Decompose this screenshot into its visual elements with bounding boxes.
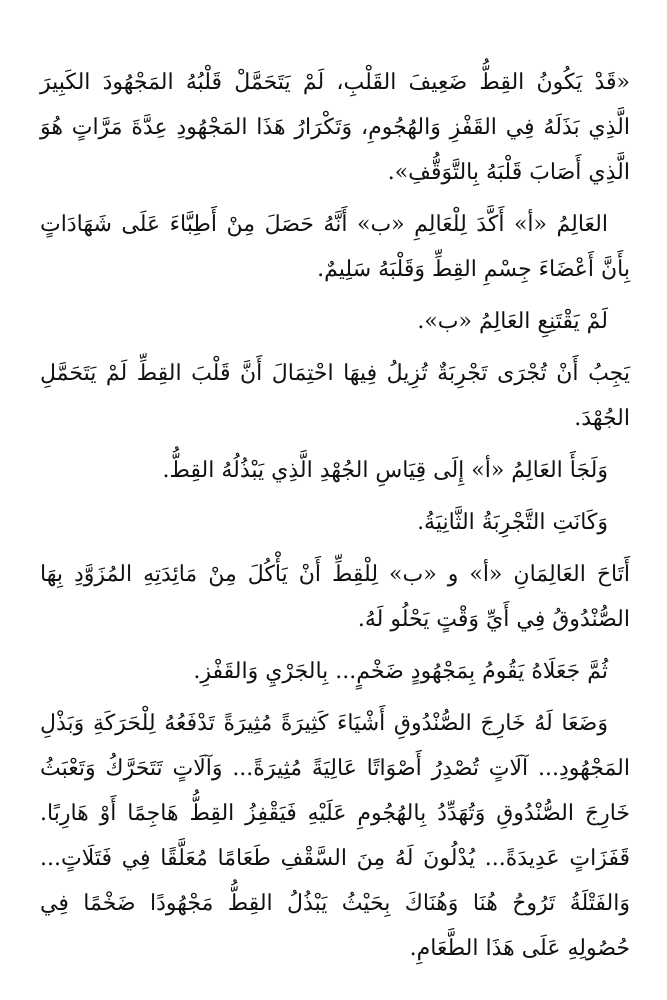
paragraph-1: «قَدْ يَكُونُ القِطُّ ضَعِيفَ القَلْبِ، لَمْ يَتَحَمَّلْ قَلْبُهُ المَجْهُودَ الكَبِيرَ الَّذِي بَذَلَهُ فِي القَفْزِ وَالهُجُومِ، وَتَكْرَارُ هَذَا المَجْهُودِ عِدَّةَ مَرَّاتٍ هُوَ الَّذِي أَصَابَ قَلْبَهُ بِالتَّوَقُّفِ».	[40, 70, 630, 185]
paragraph-5: وَلَجَأَ العَالِمُ «أ» إِلَى قِيَاسِ الجُهْدِ الَّذِي يَبْذُلُهُ القِطُّ.	[162, 458, 608, 483]
paragraph-6: وَكَانَتِ التَّجْرِبَةُ الثَّانِيَةُ.	[417, 510, 608, 535]
paragraph-3: لَمْ يَقْتَنِعِ العَالِمُ «ب».	[417, 309, 608, 334]
paragraph-2: العَالِمُ «أ» أَكَّدَ لِلْعَالِمِ «ب» أَنَّهُ حَصَلَ مِنْ أَطِبَّاءَ عَلَى شَهَادَاتٍ بِأَنَّ أَعْضَاءَ جِسْمِ القِطِّ وَقَلْبَهُ سَلِيمٌ.	[40, 212, 630, 282]
paragraph-8: ثُمَّ جَعَلَاهُ يَقُومُ بِمَجْهُودٍ ضَخْمٍ... بِالجَرْيِ وَالقَفْزِ.	[193, 659, 608, 684]
paragraph-9: وَضَعَا لَهُ خَارِجَ الصُّنْدُوقِ أَشْيَاءَ كَثِيرَةً مُثِيرَةً تَدْفَعُهُ لِلْحَرَكَةِ وَبَذْلِ المَجْهُودِ... آلَاتٍ تُصْدِرُ أَصْوَاتًا عَالِيَةً مُثِيرَةً... وَآلَاتٍ تَتَحَرَّكُ وَتَعْبَثُ خَارِجَ الصُّنْدُوقِ وَتُهَدِّدُ بِالهُجُومِ عَلَيْهِ فَيَقْفِزُ القِطُّ هَاجِمًا أَوْ هَارِبًا. قَفَزَاتٍ عَدِيدَةً... يُدْلُونَ لَهُ مِنَ السَّقْفِ طَعَامًا مُعَلَّقًا فِي فَتَلَاتٍ... وَالفَتْلَةُ تَرُوحُ هُنَا وَهُنَاكَ بِحَيْثُ يَبْذُلُ القِطُّ مَجْهُودًا ضَخْمًا فِي حُصُولِهِ عَلَى هَذَا الطَّعَامِ.	[40, 711, 630, 961]
page-text	[40, 60, 630, 978]
paragraph-7: أَتَاحَ العَالِمَانِ «أ» و «ب» لِلْقِطِّ أَنْ يَأْكُلَ مِنْ مَائِدَتِهِ المُزَوَّدِ بِهَا الصُّنْدُوقُ فِي أَيِّ وَقْتٍ يَحْلُو لَهُ.	[40, 562, 630, 632]
paragraph-4: يَجِبُ أَنْ تُجْرَى تَجْرِبَةٌ تُزِيلُ فِيهَا احْتِمَالَ أَنَّ قَلْبَ القِطِّ لَمْ يَتَحَمَّلِ الجُهْدَ.	[40, 361, 630, 431]
